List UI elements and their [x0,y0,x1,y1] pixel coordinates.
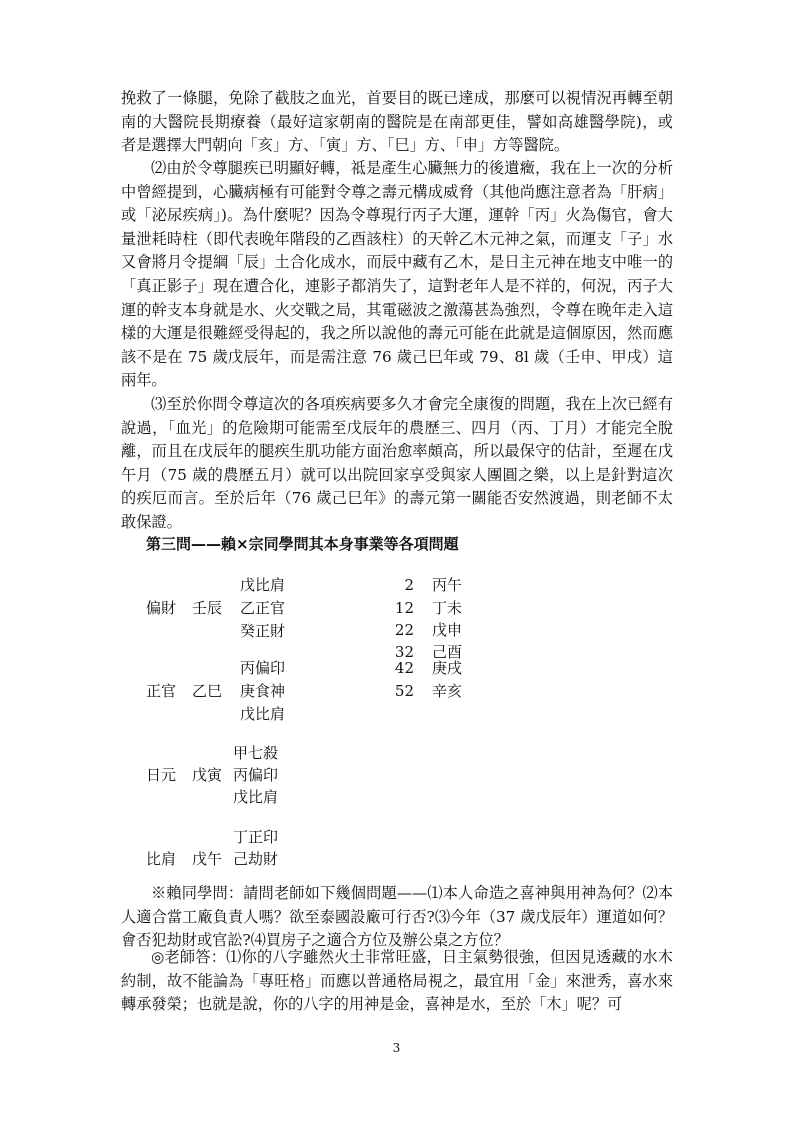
dayun-ganzhi: 丙午 [432,576,463,594]
teacher-answer: ◎老師答：⑴你的八字雖然火土非常旺盛，日主氣勢很強，但因見透藏的水木約制，故不能論為「專旺格」而應以普通格局視之，最宜用「金」來泄秀，喜水來轉承發榮；也就是說，你的八字的用神是金，喜神是水，至於「木」呢？可 [121,948,673,1014]
dayun-age: 32 [394,643,414,661]
dayun-ganzhi: 庚戌 [432,659,463,677]
pillar-ten-god: 日元 [146,766,177,784]
pillar-ganzhi: 戊午 [192,850,223,868]
dayun-ganzhi: 丁未 [432,599,463,617]
hidden-stem: 庚食神 [240,682,286,700]
hidden-stem: 戊比肩 [240,705,286,723]
pillar-ten-god: 比肩 [146,850,177,868]
hidden-stem: 丁正印 [233,828,279,846]
paragraph-3: ⑶至於你問令尊這次的各項疾病要多久才會完全康復的問題，我在上次已經有說過，「血光」的危險期可能需至戊辰年的農歷三、四月（丙、丁月）才能完全脫離，而且在戊辰年的腿疾生肌功能方面治愈率頗高，所以最保守的估計，至遲在戊午月（75 歲的農歷五月）就可以出院回家享受與家人團圓之樂，以上是針對這次的疾厄而言。至於后年（76 歲己巳年》的壽元第一關能否安然渡過，則老師不太敢保證。 [121,395,673,531]
hidden-stem: 丙偏印 [233,766,279,784]
pillar-ganzhi: 壬辰 [192,599,223,617]
hidden-stem: 丙偏印 [240,659,286,677]
dayun-age: 42 [394,659,414,677]
section-heading: 第三問——賴×宗同學問其本身事業等各項問題 [146,535,459,553]
hidden-stem: 戊比肩 [240,576,286,594]
paragraph-1: 挽救了一條腿，免除了截肢之血光，首要目的既已達成，那麼可以視情況再轉至朝南的大醫院長期療養（最好這家朝南的醫院是在南部更佳，譬如高雄醫學院)，或者是選擇大門朝向「亥」方、「寅」方、「巳」方、「申」方等醫院。 [121,89,673,155]
dayun-ganzhi: 辛亥 [432,682,463,700]
dayun-ganzhi: 戊申 [432,621,463,639]
pillar-ten-god: 正官 [146,682,177,700]
hidden-stem: 癸正財 [240,622,286,640]
hidden-stem: 己劫財 [233,850,279,868]
page-number: 3 [392,1041,401,1055]
dayun-age: 22 [394,621,414,639]
pillar-ten-god: 偏財 [146,599,177,617]
hidden-stem: 甲七殺 [233,744,279,762]
dayun-age: 12 [394,599,414,617]
dayun-ganzhi: 己酉 [432,643,463,661]
pillar-ganzhi: 乙巳 [192,682,223,700]
dayun-age: 2 [404,576,414,594]
hidden-stem: 乙正官 [240,599,286,617]
hidden-stem: 戊比肩 [233,788,279,806]
dayun-age: 52 [394,682,414,700]
paragraph-2: ⑵由於令尊腿疾已明顯好轉，祗是產生心臟無力的後遺癥，我在上一次的分析中曾經提到，心臟病極有可能對令尊之壽元構成威脅（其他尚應注意者為「肝病」或「泌尿疾病」)。為什麼呢？因為令尊現行丙子大運，運幹「丙」火為傷官，會大量泄耗時柱（即代表晚年階段的乙酉該柱）的天幹乙木元神之氣，而運支「子」水又會將月令提綱「辰」土合化成水，而辰中藏有乙木，是日主元神在地支中唯一的「真正影子」現在遭合化，連影子都消失了，這對老年人是不祥的，何況，丙子大運的幹支本身就是水、火交戰之局，其電磁波之激蕩甚為強烈，令尊在晚年走入這樣的大運是很難經受得起的，我之所以說他的壽元可能在此就是這個原因，然而應該不是在 75 歲戊辰年，而是需注意 76 歲己巳年或 79、8l 歲（壬申、甲戌）這兩年。 [121,159,673,390]
student-question: ※賴同學問：請問老師如下幾個問題——⑴本人命造之喜神與用神為何？⑵本人適合當工廠負責人嗎？欲至泰國設廠可行否?⑶今年（37 歲戊辰年）運道如何？會否犯劫財或官訟?⑷買房子之適合方位及辦公桌之方位？ [121,884,673,950]
pillar-ganzhi: 戊寅 [192,766,223,784]
